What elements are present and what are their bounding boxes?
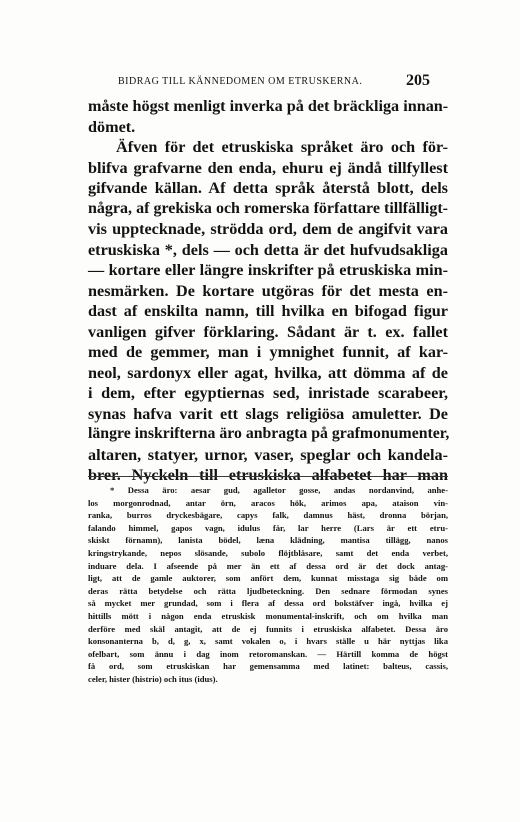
footnote-line: induare dela. I afseende på mer än ett af dessa ord är det dock antag- (88, 560, 448, 571)
body-line: Äfven för det etruskiska språket äro och för- (116, 138, 448, 156)
body-line: dömet. (88, 117, 136, 136)
footnote-line: få ord, som etruskiskan har gemensamma med latinet: balteus, cassis, (88, 661, 448, 672)
body-line: gifvande källan. Af detta språk återstå blott, dels (88, 179, 448, 197)
footnote-line: ligt, att de gamle auktorer, som anfört dem, kunnat misstaga sig både om (88, 573, 448, 584)
footnote-line: konsonanterna b, d, g, x, samt vokalen o, i hvars ställe u här nyttjas lika (88, 636, 448, 647)
running-head (118, 74, 430, 90)
footnote-rule (88, 476, 448, 477)
footnote-block (88, 484, 448, 686)
body-line: — kortare eller längre inskrifter på etruskiska min- (88, 261, 448, 279)
body-line: måste högst menligt inverka på det bräckliga innan- (88, 97, 449, 115)
body-line: längre inskrifterna äro anbragta på grafmonumenter, (88, 425, 450, 442)
footnote-line: ofelbart, som ännu i dag inom retoromanskan. — Härtill komma de högst (88, 648, 448, 659)
footnote-line: derföre med skäl antagit, att de ej funnits i etruskiska alfabetet. Dessa äro (88, 623, 448, 634)
body-line: dast af enskilta namn, till hvilka en bifogad figur (88, 302, 448, 320)
body-line: vis upptecknade, strödda ord, dem de angifvit vara (88, 220, 448, 238)
body-line: med de gemmer, man i ymnighet funnit, af kar- (88, 343, 448, 361)
body-line: brer. Nyckeln till etruskiska alfabetet har man (88, 466, 448, 484)
footnote-line: så mycket mer grundad, som i flera af dessa ord bokstäfver ingå, hvilka ej (88, 598, 448, 609)
running-title: BIDRAG TILL KÄNNEDOMEN OM ETRUSKERNA. (118, 76, 363, 87)
body-text (88, 96, 448, 486)
footnote-line: skiskt förnamn), lanista bödel, læna klädning, mantisa tillägg, nanos (88, 535, 448, 546)
body-line: vanligen gifver förklaring. Sådant är t. ex. fallet (88, 322, 448, 341)
body-line: blifva grafvarne den enda, ehuru ej ändå tillfyllest (88, 158, 448, 177)
footnote-line: ranka, burros dryckesbägare, capys falk, damnus häst, dronna början, (88, 510, 448, 521)
body-line: nesmärken. De kortare utgöras för det mesta en- (88, 281, 448, 300)
body-line: neol, sardonyx eller agat, hvilka, att dömma af de (88, 363, 448, 382)
body-line: synas hafva varit ett slags religiösa amuletter. De (88, 404, 448, 423)
body-line: altaren, statyer, urnor, vaser, speglar och kandela- (88, 445, 448, 464)
body-line: några, af grekiska och romerska författare tillfälligt- (88, 199, 448, 217)
footnote-line: hittills mött i någon enda etruskisk monumental-inskrift, och om hvilka man (88, 610, 448, 621)
body-line: i dem, efter egyptiernas sed, inristade scarabeer, (88, 384, 448, 402)
footnote-line: los morgonrodnad, antar örn, aracos hök, arimos apa, ataison vin- (88, 497, 448, 508)
footnote-line: deras rätta betydelse och rätta ljudbeteckning. Den sednare förmodan synes (88, 585, 448, 596)
body-line: etruskiska *, dels — och detta är det hufvudsakliga (88, 240, 448, 259)
footnote-line: falando himmel, gapos vagn, idulus får, lar herre (Lars är ett etru- (88, 522, 448, 533)
footnote-line: kringstrykande, nepos slösande, subolo flöjtblåsare, samt det enda verbet, (88, 547, 448, 558)
page-number: 205 (406, 72, 430, 89)
footnote-line: celer, hister (histrio) och itus (idus). (88, 673, 218, 684)
footnote-line: * Dessa äro: aesar gud, agalletor gosse, andas nordanvind, anhe- (110, 485, 448, 495)
